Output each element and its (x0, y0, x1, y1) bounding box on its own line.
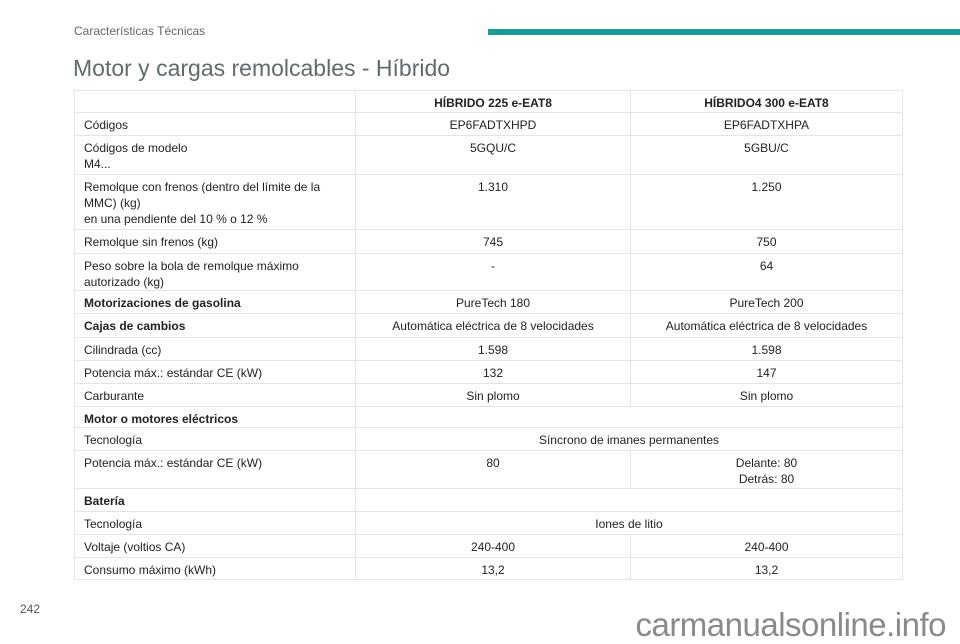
section-header: Características Técnicas (74, 24, 206, 38)
empty-cell (356, 489, 903, 512)
table-row (75, 535, 903, 558)
table-cell: Sin plomo (631, 384, 903, 407)
table-cell: Tecnología (75, 428, 356, 451)
page-number: 242 (20, 602, 41, 616)
table-row (75, 314, 903, 338)
table-cell: Tecnología (75, 512, 356, 535)
table-cell: 745 (356, 230, 631, 254)
table-cell: 64 (631, 254, 903, 291)
table-cell: Batería (75, 489, 356, 512)
table-cell: 80 (356, 451, 631, 489)
column-header: HÍBRIDO 225 e-EAT8 (356, 91, 631, 113)
table-cell: Peso sobre la bola de remolque máximo autorizado (kg) (75, 254, 356, 291)
table-cell: Códigos (75, 113, 356, 136)
table-row (75, 254, 903, 291)
table-cell: 750 (631, 230, 903, 254)
table-header-row (75, 91, 903, 113)
table-row (75, 489, 903, 512)
table-row (75, 175, 903, 230)
table-cell: - (356, 254, 631, 291)
table-cell: 1.310 (356, 175, 631, 230)
table-cell: Carburante (75, 384, 356, 407)
table-cell: 13,2 (356, 558, 631, 580)
table-row (75, 113, 903, 136)
table-cell: 5GQU/C (356, 136, 631, 175)
table-cell: Iones de litio (356, 512, 903, 535)
table-cell: Potencia máx.: estándar CE (kW) (75, 451, 356, 489)
table-cell: PureTech 200 (631, 291, 903, 314)
column-header (75, 91, 356, 113)
table-row (75, 384, 903, 407)
table-row (75, 451, 903, 489)
table-cell: Síncrono de imanes permanentes (356, 428, 903, 451)
table-cell: EP6FADTXHPA (631, 113, 903, 136)
header-accent-bar (488, 29, 960, 35)
table-cell: Delante: 80 Detrás: 80 (631, 451, 903, 489)
table-cell: Códigos de modelo M4... (75, 136, 356, 175)
table-cell: 240-400 (356, 535, 631, 558)
table-cell: EP6FADTXHPD (356, 113, 631, 136)
table-cell: Consumo máximo (kWh) (75, 558, 356, 580)
table-row (75, 558, 903, 580)
table-cell: Remolque sin frenos (kg) (75, 230, 356, 254)
table-cell: Motor o motores eléctricos (75, 407, 356, 428)
table-row (75, 338, 903, 361)
table-cell: Automática eléctrica de 8 velocidades (356, 314, 631, 338)
table-cell: 147 (631, 361, 903, 384)
table-cell: Sin plomo (356, 384, 631, 407)
table-cell: 132 (356, 361, 631, 384)
table-cell: 5GBU/C (631, 136, 903, 175)
table-row (75, 291, 903, 314)
page-title: Motor y cargas remolcables - Híbrido (73, 55, 451, 81)
table-cell: Voltaje (voltios CA) (75, 535, 356, 558)
table-cell: 13,2 (631, 558, 903, 580)
table-cell: Motorizaciones de gasolina (75, 291, 356, 314)
column-header: HÍBRIDO4 300 e-EAT8 (631, 91, 903, 113)
table-cell: Cajas de cambios (75, 314, 356, 338)
table-cell: 1.598 (356, 338, 631, 361)
table-cell: PureTech 180 (356, 291, 631, 314)
table-cell: Automática eléctrica de 8 velocidades (631, 314, 903, 338)
table-row (75, 428, 903, 451)
table-row (75, 512, 903, 535)
table-row (75, 407, 903, 428)
table-cell: 1.598 (631, 338, 903, 361)
table-cell: 240-400 (631, 535, 903, 558)
table-cell: Remolque con frenos (dentro del límite de la MMC) (kg) en una pendiente del 10 % o 12 % (75, 175, 356, 230)
table-cell: Potencia máx.: estándar CE (kW) (75, 361, 356, 384)
empty-cell (356, 407, 903, 428)
table-row (75, 136, 903, 175)
table-cell: Cilindrada (cc) (75, 338, 356, 361)
table-cell: 1.250 (631, 175, 903, 230)
specs-table (74, 90, 903, 580)
table-row (75, 230, 903, 254)
table-row (75, 361, 903, 384)
watermark: carmanualsonline.info (635, 606, 946, 643)
